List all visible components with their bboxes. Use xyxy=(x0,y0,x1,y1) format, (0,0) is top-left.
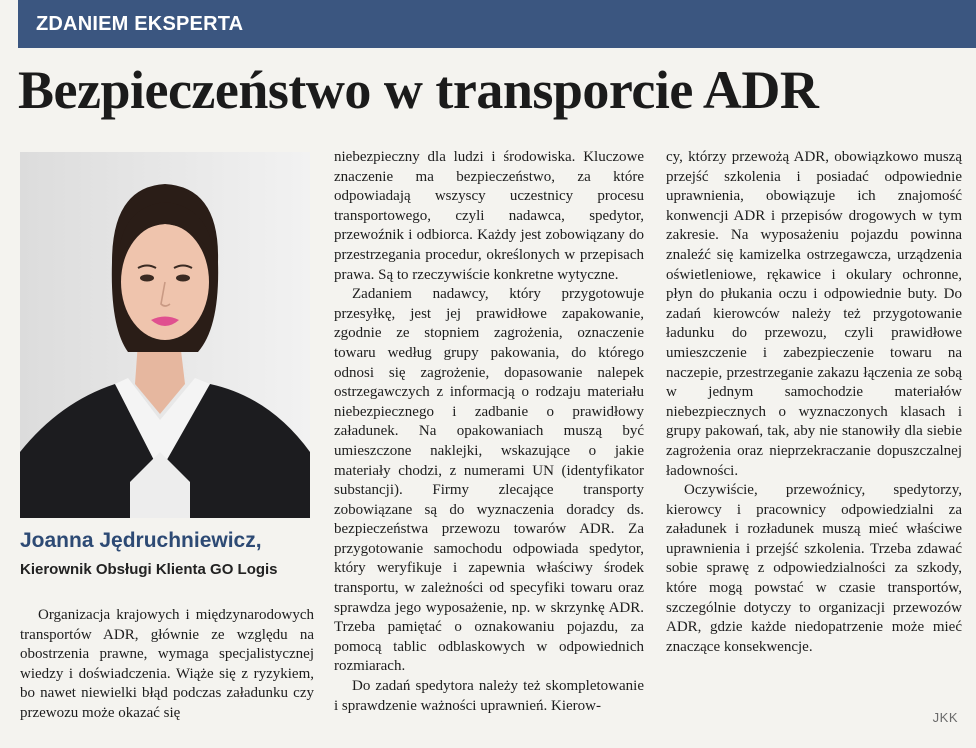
paragraph: Oczywiście, przewoźnicy, spedytorzy, kierowcy i pracownicy odpowiedzialni za załadunek i rozładunek muszą mieć właściwe uprawnienia i przejść szkolenia. Trzeba zdawać sobie sprawę z odpowiedzialności za szkody, które mogą powstać w czasie transportów, szczególnie dotyczy to organizacji przewozów ADR, gdzie każde niedopatrzenie może mieć znaczące konsekwencje. xyxy=(666,482,962,655)
author-signature: JKK xyxy=(932,710,958,725)
article-column-2 xyxy=(334,148,644,716)
paragraph: Do zadań spedytora należy też skompletowanie i sprawdzenie ważności uprawnień. Kierow- xyxy=(334,678,644,714)
author-role: Kierownik Obsługi Klienta GO Logis xyxy=(20,561,278,578)
article-headline: Bezpieczeństwo w transporcie ADR xyxy=(18,60,819,120)
paragraph: Organizacja krajowych i międzynarodowych transportów ADR, głównie ze względu na obostrzenia prawne, wymaga specjalistycznej wiedzy i doświadczenia. Wiąże się z ryzykiem, bo nawet niewielki błąd podczas załadunku czy przewozu może okazać się xyxy=(20,607,314,721)
section-label: ZDANIEM EKSPERTA xyxy=(18,0,261,48)
article-column-1 xyxy=(20,606,314,724)
paragraph: cy, którzy przewożą ADR, obowiązkowo muszą przejść szkolenia i posiadać odpowiednie uprawnienia, obowiązuje ich znajomość konwencji ADR i przepisów drogowych w tym zakresie. Na wyposażeniu pojazdu powinna znaleźć się kamizelka ostrzegawcza, urządzenia oświetleniowe, rękawice i okulary ochronne, płyn do płukania oczu i odpowiednie buty. Do zadań kierowców należy też przygotowanie ładunku do przewozu, czyli prawidłowe umieszczenie i zabezpieczenie towaru na naczepie, przestrzeganie zakazu łączenia ze sobą w jednym samochodzie materiałów niebezpiecznych o wyznaczonych klasach i grupy pakowań, tak, aby nie stanowiły dla siebie zagrożenia oraz nieprzekraczanie dopuszczalnej ładowności. xyxy=(666,149,962,479)
paragraph: Zadaniem nadawcy, który przygotowuje przesyłkę, jest jej prawidłowe zapakowanie, zgodnie ze stopniem zagrożenia, oznaczenie towaru według grupy pakowania, do którego odnosi się zagrożenie, dopasowanie nalepek ostrzegawczych z informacją o rodzaju materiału niebezpiecznego i zadbanie o prawidłowy załadunek. Na opakowaniach muszą być umieszczone naklejki, wskazujące o jakie materiały chodzi, z numerami UN (identyfikator substancji). Firmy zlecające transporty zobowiązane są do wyznaczenia doradcy ds. bezpieczeństwa przewozu towarów ADR. Za przygotowanie samochodu odpowiada spedytor, który weryfikuje i zapewnia właściwy środek transportu, w zależności od specyfiki towaru oraz sprawdza jego wyposażenie, np. w skrzynkę ADR. Trzeba pamiętać o oznakowaniu pojazdu, za pomocą tablic odblaskowych w odpowiednich rozmiarach. xyxy=(334,286,644,675)
author-name: Joanna Jędruchniewicz, xyxy=(20,529,262,552)
article-column-3 xyxy=(666,148,962,657)
paragraph: niebezpieczny dla ludzi i środowiska. Kluczowe znaczenie ma bezpieczeństwo, za które odpowiadają wszyscy uczestnicy procesu transportowego, czyli nadawca, spedytor, przewoźnik i odbiorca. Każdy jest zobowiązany do przestrzegania procedur, określonych w przepisach prawa. Są to rzeczywiście konkretne wytyczne. xyxy=(334,149,644,283)
author-photo xyxy=(20,152,310,518)
